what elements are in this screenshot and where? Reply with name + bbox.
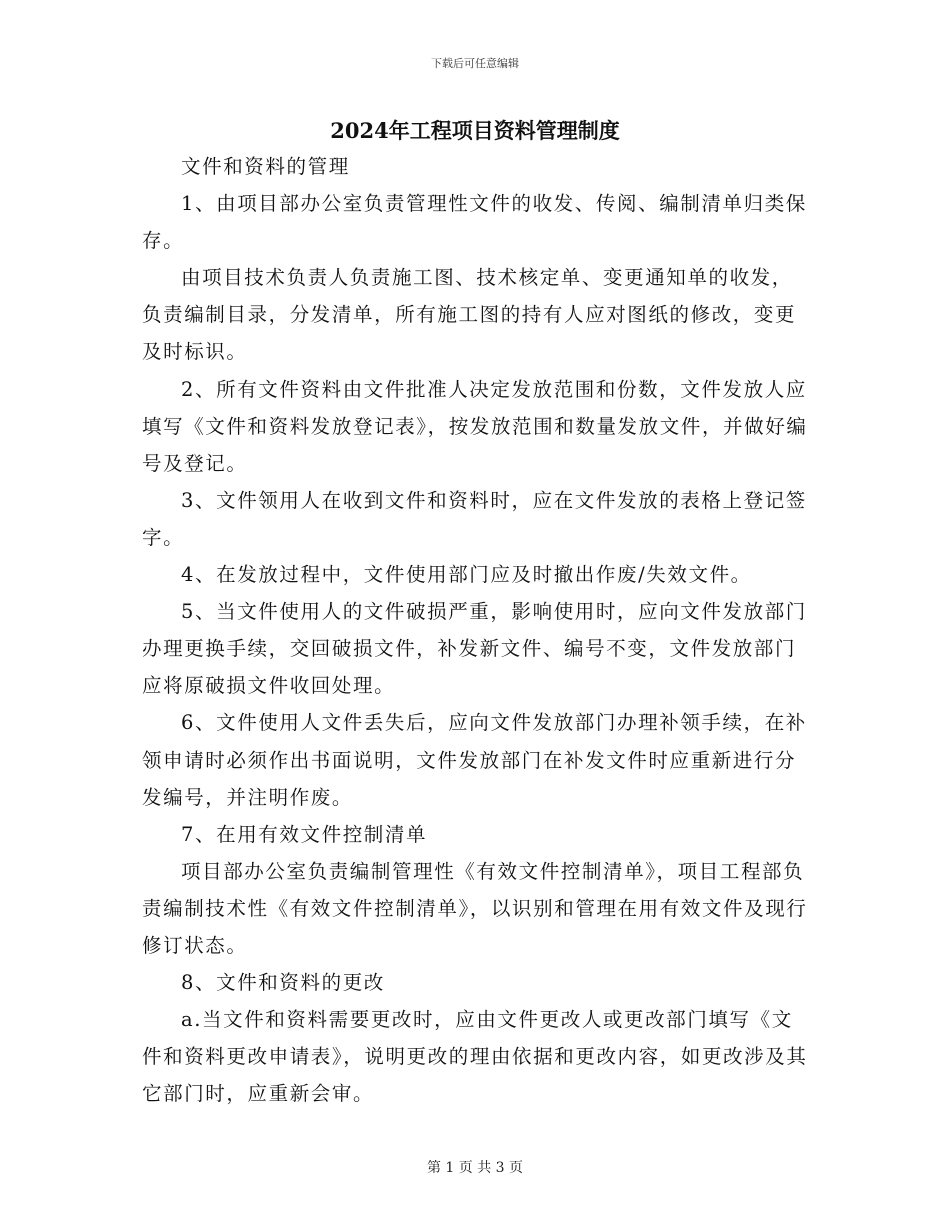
paragraph-3: 3、文件领用人在收到文件和资料时，应在文件发放的表格上登记签字。: [142, 488, 807, 549]
paragraph-8a: a.当文件和资料需要更改时，应由文件更改人或更改部门填写《文件和资料更改申请表》，说明更改的理由依据和更改内容，如更改涉及其它部门时，应重新会审。: [142, 1008, 808, 1106]
paragraph-2: 2、所有文件资料由文件批准人决定发放范围和份数，文件发放人应填写《文件和资料发放登记表》，按发放范围和数量发放文件，并做好编号及登记。: [142, 377, 808, 475]
paragraph-6: 6、文件使用人文件丢失后，应向文件发放部门办理补领手续，在补领申请时必须作出书面说明，文件发放部门在补发文件时应重新进行分发编号，并注明作废。: [142, 711, 807, 809]
page-header-note: 下载后可任意编辑: [431, 57, 519, 70]
paragraph-1: 1、由项目部办公室负责管理性文件的收发、传阅、编制清单归类保存。: [142, 192, 807, 253]
paragraph-4: 4、在发放过程中，文件使用部门应及时撤出作废/失效文件。: [181, 563, 752, 587]
document-title: 2024年工程项目资料管理制度: [330, 118, 620, 143]
page-number: 第 1 页 共 3 页: [426, 1160, 524, 1176]
paragraph-5: 5、当文件使用人的文件破损严重，影响使用时，应向文件发放部门办理更换手续，交回破损文件，补发新文件、编号不变，文件发放部门应将原破损文件收回处理。: [142, 600, 807, 698]
document-body: [142, 148, 812, 1112]
paragraph-control-list: 项目部办公室负责编制管理性《有效文件控制清单》，项目工程部负责编制技术性《有效文件控制清单》，以识别和管理在用有效文件及现行修订状态。: [142, 859, 808, 957]
paragraph-7: 7、在用有效文件控制清单: [181, 822, 428, 846]
paragraph-technical-drawings: 由项目技术负责人负责施工图、技术核定单、变更通知单的收发，负责编制目录，分发清单，所有施工图的持有人应对图纸的修改，变更及时标识。: [142, 266, 797, 364]
section-heading: 文件和资料的管理: [181, 155, 350, 178]
paragraph-8: 8、文件和资料的更改: [181, 971, 385, 995]
